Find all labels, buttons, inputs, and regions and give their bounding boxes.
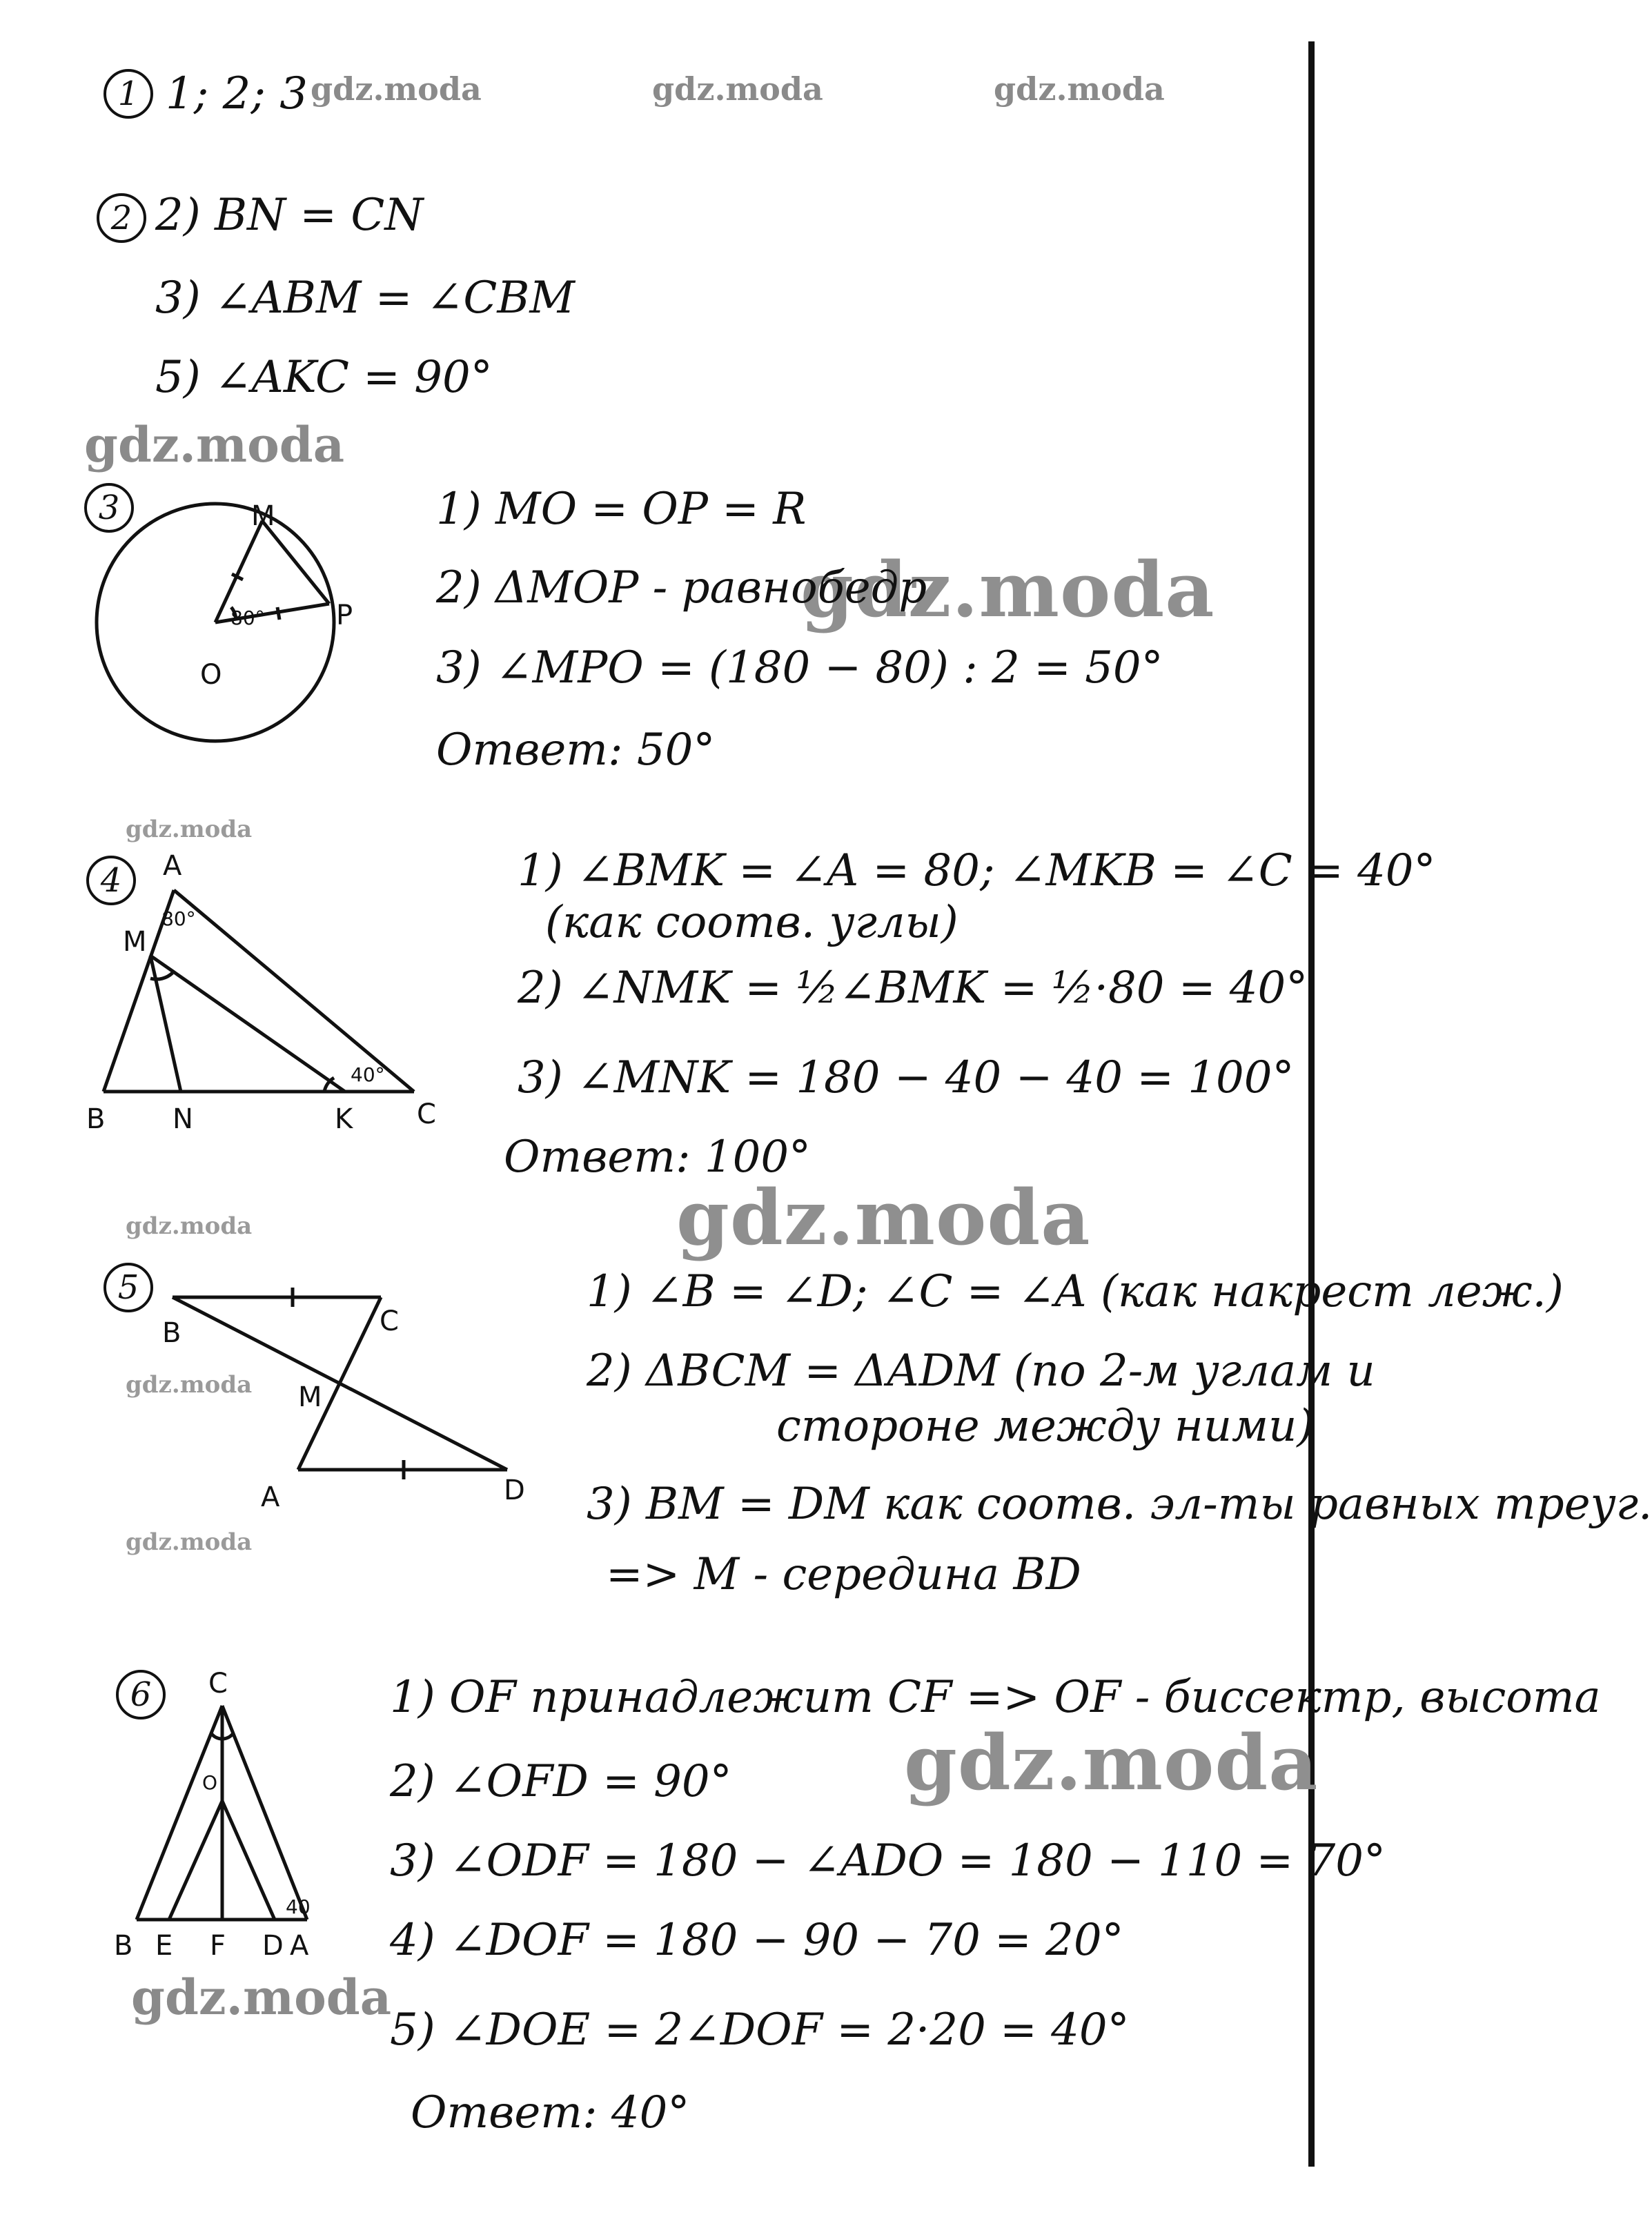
- task6-label-a: A: [290, 1930, 309, 1962]
- task5-label-d: D: [504, 1475, 525, 1506]
- task2-line-3: 5) ∠AKC = 90°: [155, 352, 493, 403]
- task5-line-5: => M - середина BD: [606, 1549, 1081, 1600]
- task4-label-m: M: [123, 926, 147, 958]
- watermark: gdz.moda: [800, 545, 1215, 634]
- watermark: gdz.moda: [126, 1528, 253, 1556]
- task6-line-1: 1) OF принадлежит CF => OF - биссектр, высота: [390, 1672, 1601, 1723]
- task2-number: 2: [97, 193, 146, 243]
- task5-number: 5: [104, 1263, 153, 1312]
- task3-line-3: 3) ∠MPO = (180 − 80) : 2 = 50°: [436, 642, 1163, 693]
- task6-line-2: 2) ∠OFD = 90°: [390, 1756, 732, 1807]
- watermark: gdz.moda: [84, 416, 345, 473]
- task6-line-5: 5) ∠DOE = 2∠DOF = 2·20 = 40°: [390, 2004, 1130, 2056]
- task4-label-a: A: [163, 850, 182, 882]
- watermark: gdz.moda: [126, 816, 253, 843]
- watermark: gdz.moda: [126, 1212, 253, 1240]
- task5-line-4: 3) BM = DM как соотв. эл-ты равных треуг.: [587, 1479, 1652, 1530]
- task4-line-4: 3) ∠MNK = 180 − 40 − 40 = 100°: [518, 1052, 1295, 1103]
- task5-label-a: A: [261, 1481, 280, 1513]
- task6-number: 6: [116, 1670, 166, 1720]
- task1-answer: 1; 2; 3: [166, 68, 308, 119]
- task6-label-f: F: [210, 1930, 226, 1962]
- task4-number: 4: [86, 856, 136, 905]
- task6-label-d: D: [262, 1930, 284, 1962]
- task6-label-b: B: [114, 1930, 133, 1962]
- watermark: gdz.moda: [126, 1371, 253, 1399]
- task4-angle-k-label: 40°: [351, 1063, 385, 1086]
- task2-line-1: 2) BN = CN: [155, 190, 424, 241]
- task6-label-o: O: [202, 1771, 218, 1794]
- task5-label-m: M: [298, 1381, 322, 1413]
- task5-line-3: стороне между ними): [776, 1401, 1315, 1452]
- task3-angle-label: 80°: [230, 607, 265, 629]
- task5-label-b: B: [162, 1317, 181, 1349]
- task3-label-m: M: [251, 500, 275, 532]
- task4-answer: Ответ: 100°: [504, 1132, 812, 1183]
- watermark: gdz.moda: [994, 70, 1165, 108]
- task3-line-2: 2) ΔMOP - равнобедр: [436, 562, 927, 613]
- task6-label-e: E: [155, 1930, 173, 1962]
- task4-label-c: C: [417, 1098, 436, 1130]
- task4-label-b: B: [86, 1103, 106, 1135]
- watermark: gdz.moda: [311, 70, 482, 108]
- watermark: gdz.moda: [904, 1718, 1319, 1807]
- task6-label-c: C: [208, 1668, 228, 1699]
- task2-line-2: 3) ∠ABM = ∠CBM: [155, 273, 575, 324]
- task1-number: 1: [104, 69, 153, 119]
- task3-label-o: O: [200, 659, 222, 691]
- task5-line-2: 2) ΔBCM = ΔADM (по 2-м углам и: [587, 1346, 1375, 1397]
- task4-line-2: (как соотв. углы): [545, 897, 958, 948]
- watermark: gdz.moda: [131, 1969, 392, 2026]
- task6-line-3: 3) ∠ODF = 180 − ∠ADO = 180 − 110 = 70°: [390, 1835, 1386, 1886]
- task4-label-n: N: [173, 1103, 193, 1135]
- task3-label-p: P: [336, 600, 353, 631]
- task5-label-c: C: [380, 1305, 399, 1337]
- task4-label-k: K: [335, 1103, 353, 1135]
- watermark: gdz.moda: [676, 1173, 1091, 1262]
- task6-angle-label: 40: [286, 1895, 311, 1918]
- task3-answer: Ответ: 50°: [436, 725, 716, 776]
- task5-line-1: 1) ∠B = ∠D; ∠C = ∠A (как накрест леж.): [587, 1266, 1564, 1317]
- task4-angle-a-label: 80°: [161, 907, 196, 930]
- task4-line-1: 1) ∠BMK = ∠A = 80; ∠MKB = ∠C = 40°: [518, 845, 1436, 896]
- task3-number: 3: [84, 483, 134, 533]
- task4-line-3: 2) ∠NMK = ½∠BMK = ½·80 = 40°: [518, 963, 1308, 1014]
- watermark: gdz.moda: [652, 70, 823, 108]
- task6-answer: Ответ: 40°: [411, 2087, 690, 2138]
- task3-line-1: 1) MO = OP = R: [436, 484, 807, 535]
- task6-line-4: 4) ∠DOF = 180 − 90 − 70 = 20°: [390, 1915, 1124, 1966]
